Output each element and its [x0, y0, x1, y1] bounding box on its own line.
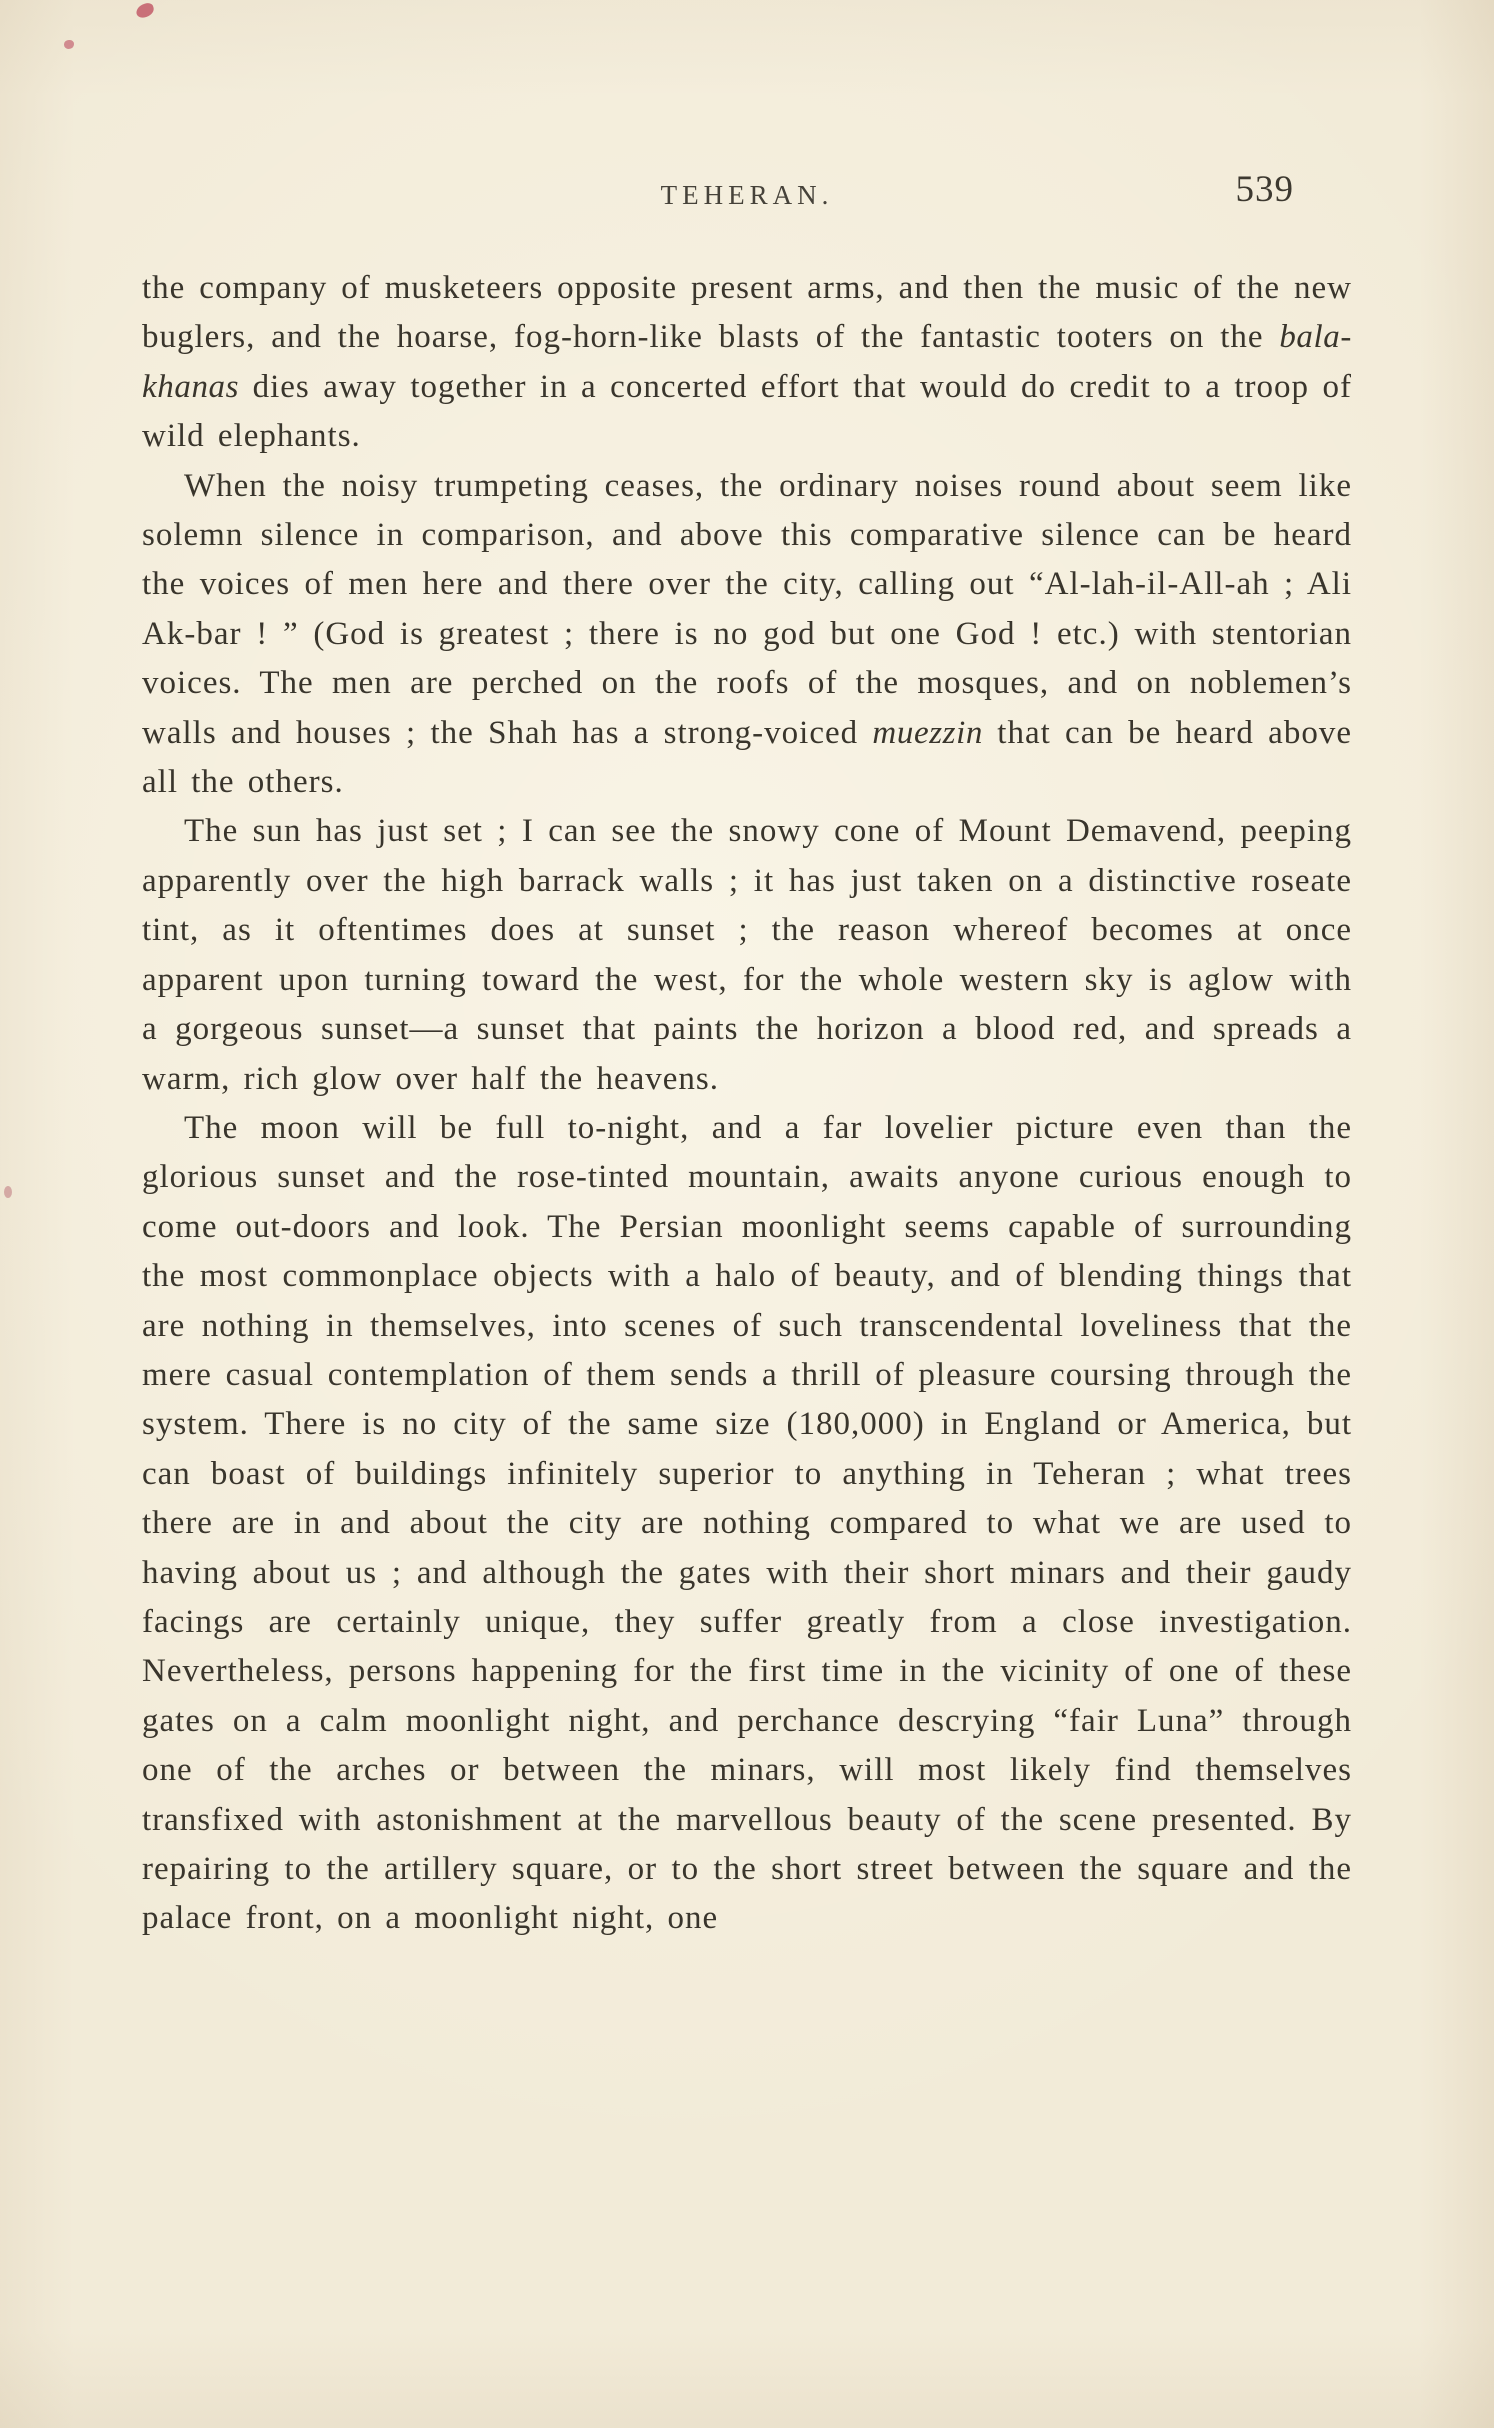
paragraph	[142, 264, 1352, 462]
text-run: When the noisy trumpeting ceases, the ordinary noises round about seem like solemn silence in comparison, and above this comparative silence can be heard the voices of men here and there over the city, calling out “Al-lah-il-All-ah ; Ali Ak-bar ! ” (God is greatest ; there is no god but one God ! etc.) with stentorian voices. The men are perched on the roofs of the mosques, and on noblemen’s walls and houses ; the Shah has a strong-voiced	[142, 467, 1352, 751]
paragraph	[142, 1104, 1352, 1944]
red-ink-speck	[4, 1186, 12, 1198]
text-run: The moon will be full to-night, and a far lovelier picture even than the glorious sunset and the rose-tinted mountain, awaits anyone curious enough to come out-doors and look. The Persian moonlight seems capable of surrounding the most commonplace objects with a halo of beauty, and of blending things that are nothing in themselves, into scenes of such transcendental loveliness that the mere casual contemplation of them sends a thrill of pleasure coursing through the system. There is no city of the same size (180,000) in England or America, but can boast of buildings infinitely superior to anything in Teheran ; what trees there are in and about the city are nothing compared to what we are used to having about us ; and although the gates with their short minars and their gaudy facings are certainly unique, they suffer greatly from a close investigation. Nevertheless, persons happening for the first time in the vicinity of one of these gates on a calm moonlight night, and perchance descrying “fair Luna” through one of the arches or between the minars, will most likely find themselves transfixed with astonishment at the marvellous beauty of the scene presented. By repairing to the artillery square, or to the short street between the square and the palace front, on a moonlight night, one	[142, 1109, 1352, 1937]
text-run: the company of musketeers opposite present arms, and then the music of the new buglers, and the hoarse, fog-horn-like blasts of the fantastic tooters on the	[142, 270, 1352, 356]
italic-term: muezzin	[872, 714, 983, 751]
italic-term: bala-khanas	[142, 319, 1352, 405]
body-text	[142, 264, 1352, 1944]
page-header	[142, 168, 1352, 232]
page-number: 539	[1235, 169, 1294, 210]
paragraph	[142, 807, 1352, 1103]
text-run: The sun has just set ; I can see the snowy cone of Mount Demavend, peeping apparently over the high barrack walls ; it has just taken on a distinctive roseate tint, as it oftentimes does at sunset ; the reason whereof becomes at once apparent upon turning toward the west, for the whole western sky is aglow with a gorgeous sunset—a sunset that paints the horizon a blood red, and spreads a warm, rich glow over half the heavens.	[142, 813, 1352, 1097]
text-run: that can be heard above all the others.	[142, 714, 1352, 801]
text-run: dies away together in a concerted effort that would do credit to a troop of wild elephants.	[142, 368, 1352, 455]
red-ink-speck	[64, 40, 74, 49]
red-ink-speck	[134, 2, 155, 20]
running-title: TEHERAN.	[660, 180, 834, 210]
paragraph	[142, 462, 1352, 808]
